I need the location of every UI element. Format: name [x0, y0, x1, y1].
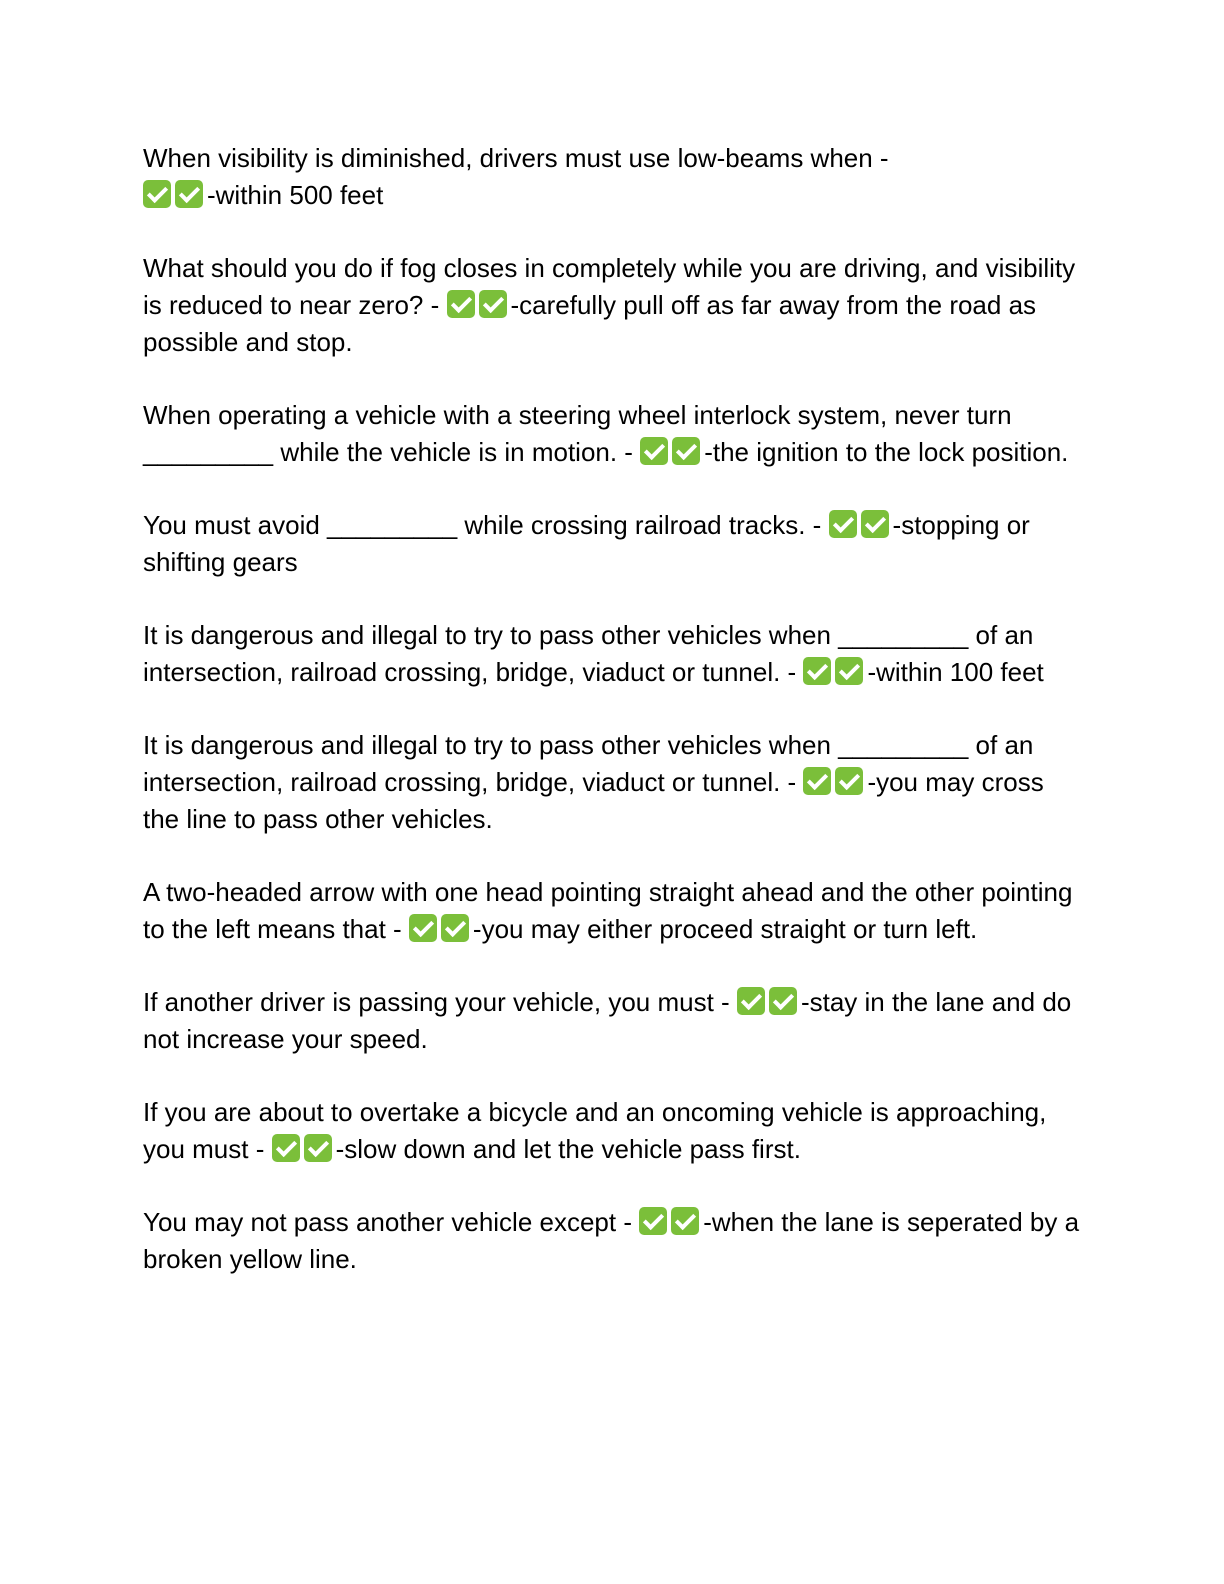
check-mark-icon — [803, 657, 831, 685]
qa-item — [143, 507, 1083, 580]
question-text: When visibility is diminished, drivers must use low-beams when - — [143, 143, 889, 173]
answer-text: -you may either proceed straight or turn left. — [472, 913, 978, 944]
qa-item — [143, 397, 1083, 470]
check-mark-icon — [143, 180, 171, 208]
answer-text: -stopping or shifting gears — [143, 509, 1030, 577]
answer-checkmarks — [143, 180, 383, 210]
question-text: You must avoid _________ while crossing railroad tracks. - — [143, 509, 829, 540]
answer-text: -carefully pull off as far away from the road as possible and stop. — [143, 289, 1037, 357]
question-text: If you are about to overtake a bicycle and an oncoming vehicle is approaching, you must - — [143, 1097, 1047, 1164]
question-text: If another driver is passing your vehicle, you must - — [143, 987, 737, 1018]
check-mark-icon — [639, 1207, 667, 1235]
check-mark-icon — [640, 437, 668, 465]
check-mark-icon — [835, 657, 863, 685]
check-mark-icon — [829, 510, 857, 538]
check-mark-icon — [441, 914, 469, 942]
check-mark-icon — [175, 180, 203, 208]
answer-text: -stay in the lane and do not increase your speed. — [143, 987, 1072, 1054]
check-mark-icon — [671, 1207, 699, 1235]
check-mark-icon — [272, 1134, 300, 1162]
check-mark-icon — [409, 914, 437, 942]
check-mark-icon — [304, 1134, 332, 1162]
qa-item — [143, 617, 1083, 690]
answer-text: -you may cross the line to pass other vehicles. — [143, 766, 1044, 834]
check-mark-icon — [479, 290, 507, 318]
question-text: It is dangerous and illegal to try to pass other vehicles when _________ of an intersection, railroad crossing, bridge, viaduct or tunnel. - — [143, 620, 1034, 687]
qa-item — [143, 727, 1083, 837]
answer-text: -when the lane is seperated by a broken yellow line. — [143, 1207, 1080, 1274]
check-mark-icon — [835, 767, 863, 795]
question-text: It is dangerous and illegal to try to pass other vehicles when _________ of an intersection, railroad crossing, bridge, viaduct or tunnel. - — [143, 730, 1034, 797]
answer-text: -slow down and let the vehicle pass first. — [335, 1133, 801, 1164]
question-text: What should you do if fog closes in completely while you are driving, and visibility is reduced to near zero? - — [143, 253, 1076, 320]
qa-item — [143, 984, 1083, 1057]
question-text: A two-headed arrow with one head pointing straight ahead and the other pointing to the left means that - — [143, 876, 1073, 944]
check-mark-icon — [737, 987, 765, 1015]
answer-text: -the ignition to the lock position. — [704, 436, 1069, 467]
answer-text: -within 500 feet — [207, 179, 384, 210]
check-mark-icon — [672, 437, 700, 465]
check-mark-icon — [769, 987, 797, 1015]
check-mark-icon — [447, 290, 475, 318]
document-page — [143, 140, 1083, 1314]
check-mark-icon — [861, 510, 889, 538]
question-text: You may not pass another vehicle except - — [143, 1207, 640, 1238]
check-mark-icon — [803, 767, 831, 795]
qa-item — [143, 1094, 1083, 1167]
answer-text: -within 100 feet — [867, 656, 1044, 687]
qa-item — [143, 1204, 1083, 1277]
question-text: When operating a vehicle with a steering wheel interlock system, never turn _________ while the vehicle is in motion. - — [143, 399, 1012, 467]
qa-item — [143, 140, 1083, 213]
qa-item — [143, 874, 1083, 947]
qa-item — [143, 250, 1083, 360]
